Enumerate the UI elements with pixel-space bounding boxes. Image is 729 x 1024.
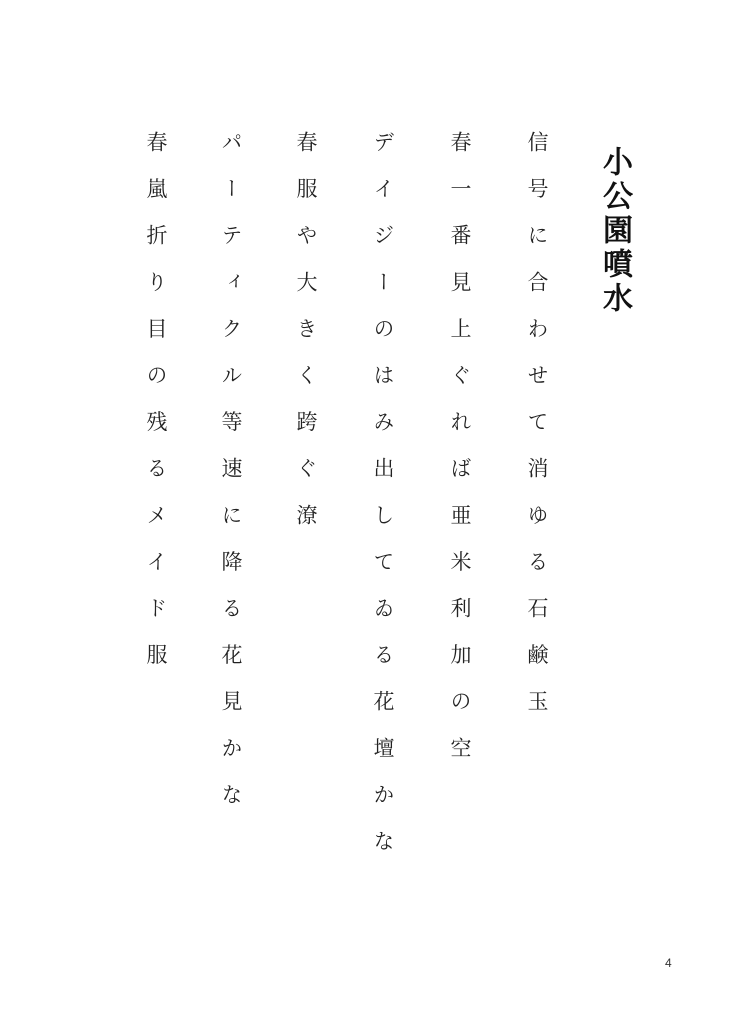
poem-line-1: 信号に合わせて消ゆる石鹸玉 — [525, 131, 549, 737]
poem-line-2: 春一番見上ぐれば亜米利加の空 — [448, 131, 472, 784]
page-number: 4 — [665, 956, 672, 970]
poem-line-4: 春服や大きく跨ぐ潦 — [294, 131, 318, 551]
poem-line-6: 春嵐折り目の残るメイド服 — [144, 131, 168, 691]
poem-title: 小公園噴水 — [597, 146, 632, 316]
poem-line-3: デイジーのはみ出してゐる花壇かな — [371, 131, 395, 877]
poem-line-5: パーティクル等速に降る花見かな — [219, 131, 243, 830]
